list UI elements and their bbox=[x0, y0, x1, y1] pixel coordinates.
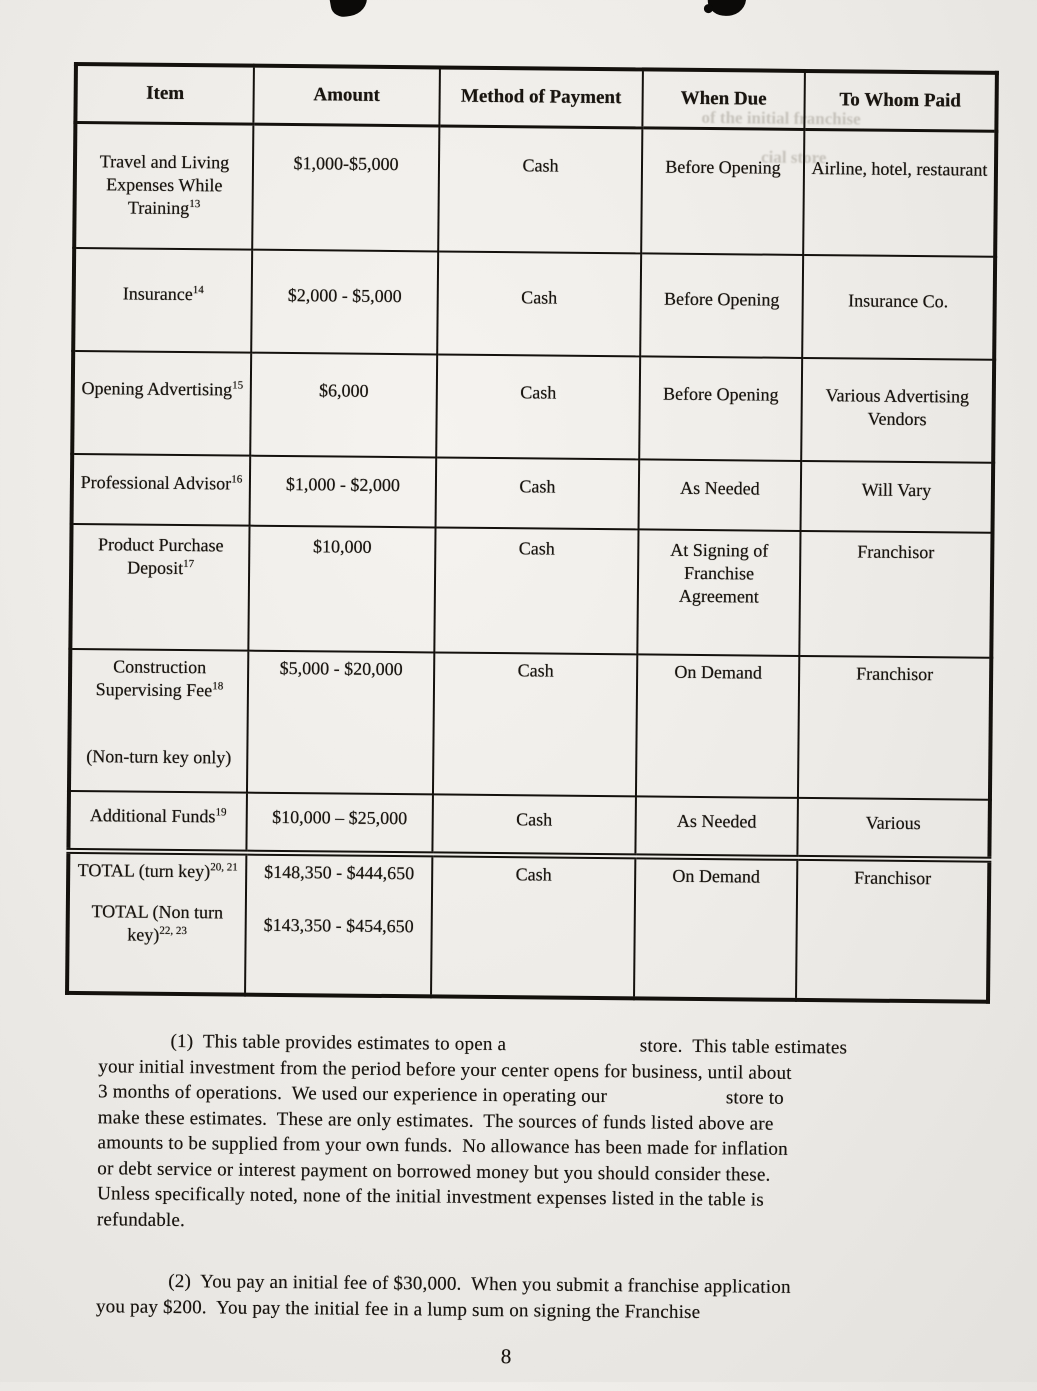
item-label: Product Purchase Deposit bbox=[98, 533, 224, 578]
cell-amount: $10,000 bbox=[248, 525, 435, 652]
table-header-row bbox=[75, 64, 997, 131]
cell-amount: $1,000 - $2,000 bbox=[250, 455, 437, 527]
cell-to-whom: Franchisor bbox=[798, 655, 991, 799]
cell-when-due: Before Opening bbox=[640, 253, 803, 358]
footnote-line: (2) You pay an initial fee of $30,000. When you submit a franchise application bbox=[168, 1270, 791, 1298]
cell-method: Cash bbox=[434, 527, 638, 654]
cell-item bbox=[69, 648, 248, 792]
footnote-line: amounts to be supplied from your own funds. No allowance has been made for inflation bbox=[97, 1132, 788, 1160]
cell-when-due: Before Opening bbox=[639, 356, 802, 461]
item-label: Construction Supervising Fee bbox=[95, 655, 213, 700]
footnote-ref: 14 bbox=[192, 283, 204, 296]
table-row-construction-supervising-fee bbox=[69, 648, 991, 799]
cell-item bbox=[72, 453, 251, 525]
cell-to-whom: Various bbox=[797, 797, 990, 859]
bleed-through-text: of the initial franchise bbox=[701, 107, 861, 129]
bleed-through-text: cial store bbox=[761, 147, 827, 168]
cell-when-due: At Signing of Franchise Agreement bbox=[637, 529, 800, 656]
cell-when-due: As Needed bbox=[635, 796, 798, 858]
cell-when-due: On Demand bbox=[634, 856, 797, 1000]
footnote-line: or debt service or interest payment on borrowed money but you should consider these. bbox=[97, 1157, 771, 1186]
cell-method: Cash bbox=[436, 457, 640, 529]
item-label: Professional Advisor bbox=[80, 471, 232, 493]
cell-to-whom: Airline, hotel, restaurant bbox=[803, 129, 996, 256]
cell-method: Cash bbox=[438, 126, 642, 253]
cell-method: Cash bbox=[432, 794, 636, 856]
cell-item bbox=[72, 350, 251, 455]
cell-method: Cash bbox=[431, 854, 635, 998]
footnote-line: Unless specifically noted, none of the initial investment expenses listed in the table is bbox=[97, 1183, 765, 1211]
cell-amount: $2,000 - $5,000 bbox=[251, 249, 438, 354]
col-header-item: Item bbox=[75, 64, 254, 124]
cell-method: Cash bbox=[433, 652, 637, 796]
cell-method: Cash bbox=[436, 354, 640, 459]
footnote-1 bbox=[97, 1028, 969, 1240]
cell-to-whom: Various Advertising Vendors bbox=[801, 357, 994, 462]
cell-item bbox=[74, 122, 253, 249]
col-header-method-of-payment: Method of Payment bbox=[439, 67, 643, 127]
item-label: Insurance bbox=[122, 282, 193, 304]
total-turnkey-label: TOTAL (turn key)$^{20, 21}$ bbox=[77, 859, 238, 881]
footnote-line: make these estimates. These are only estimates. The sources of funds listed above are bbox=[97, 1106, 774, 1135]
table-row-travel-expenses bbox=[74, 122, 996, 256]
cell-to-whom: Insurance Co. bbox=[802, 254, 995, 359]
cell-to-whom: Franchisor bbox=[796, 857, 989, 1001]
cell-amount-totals bbox=[245, 852, 432, 996]
col-header-amount: Amount bbox=[253, 66, 440, 126]
footnotes bbox=[96, 1028, 969, 1327]
cell-amount: $10,000 – $25,000 bbox=[246, 792, 433, 854]
cell-when-due: As Needed bbox=[639, 459, 802, 531]
table-row-insurance bbox=[73, 247, 995, 359]
item-label: Travel and Living Expenses While Training bbox=[99, 151, 230, 219]
footnote-ref: 17 bbox=[183, 557, 195, 570]
cell-to-whom: Franchisor bbox=[799, 530, 992, 657]
footnote-ref: 15 bbox=[232, 378, 244, 392]
footnote-line: (1) This table provides estimates to open a store. This table estimates bbox=[170, 1030, 848, 1059]
table-row-additional-funds bbox=[68, 790, 990, 859]
total-nonturnkey-amount: $143,350 - $454,650 bbox=[263, 914, 414, 936]
cell-amount: $6,000 bbox=[250, 352, 437, 457]
table-row-total bbox=[67, 850, 989, 1001]
item-note: (Non-turn key only) bbox=[86, 745, 232, 768]
cell-item bbox=[68, 790, 247, 852]
cell-to-whom: Will Vary bbox=[801, 460, 994, 532]
cell-when-due: Before Opening bbox=[641, 128, 804, 255]
footnote-ref: 18 bbox=[212, 679, 224, 692]
item-label: Additional Funds bbox=[89, 804, 216, 826]
cell-when-due: On Demand bbox=[636, 654, 799, 798]
footnote-ref: 19 bbox=[215, 805, 227, 818]
footnote-line: your initial investment from the period before your center opens for business, until about bbox=[98, 1055, 792, 1084]
table-row-professional-advisor bbox=[72, 453, 994, 532]
table-row-product-purchase-deposit bbox=[70, 523, 992, 657]
cell-item-totals bbox=[67, 850, 246, 994]
cell-item bbox=[73, 247, 252, 352]
footnote-line: 3 months of operations. We used our experience in operating our store to bbox=[97, 1081, 785, 1109]
cell-amount: $1,000-$5,000 bbox=[252, 124, 439, 251]
footnote-ref: 13 bbox=[189, 198, 201, 211]
initial-investment-table bbox=[65, 62, 999, 1003]
cell-item bbox=[70, 523, 249, 650]
footnote-ref: 20, 21 bbox=[210, 860, 238, 874]
item-label: Opening Advertising bbox=[81, 377, 233, 399]
footnote-line: you pay $200. You pay the initial fee in a lump sum on signing the Franchise bbox=[95, 1295, 701, 1323]
footnote-line: refundable. bbox=[96, 1208, 186, 1231]
total-nonturnkey-label: TOTAL (Non turn key)$^{22, 23}$ bbox=[91, 900, 224, 945]
page-number: 8 bbox=[500, 1344, 512, 1369]
col-header-when-due: When Due bbox=[642, 69, 805, 129]
footnote-ref: 16 bbox=[231, 472, 243, 486]
footnote-ref: 22, 23 bbox=[159, 924, 187, 937]
total-turnkey-amount: $148,350 - $444,650 bbox=[264, 861, 415, 883]
table-row-opening-advertising bbox=[72, 350, 994, 462]
cell-amount: $5,000 - $20,000 bbox=[247, 650, 434, 794]
footnote-2 bbox=[96, 1268, 966, 1327]
col-header-to-whom-paid: To Whom Paid bbox=[804, 71, 997, 131]
cell-method: Cash bbox=[437, 251, 641, 356]
